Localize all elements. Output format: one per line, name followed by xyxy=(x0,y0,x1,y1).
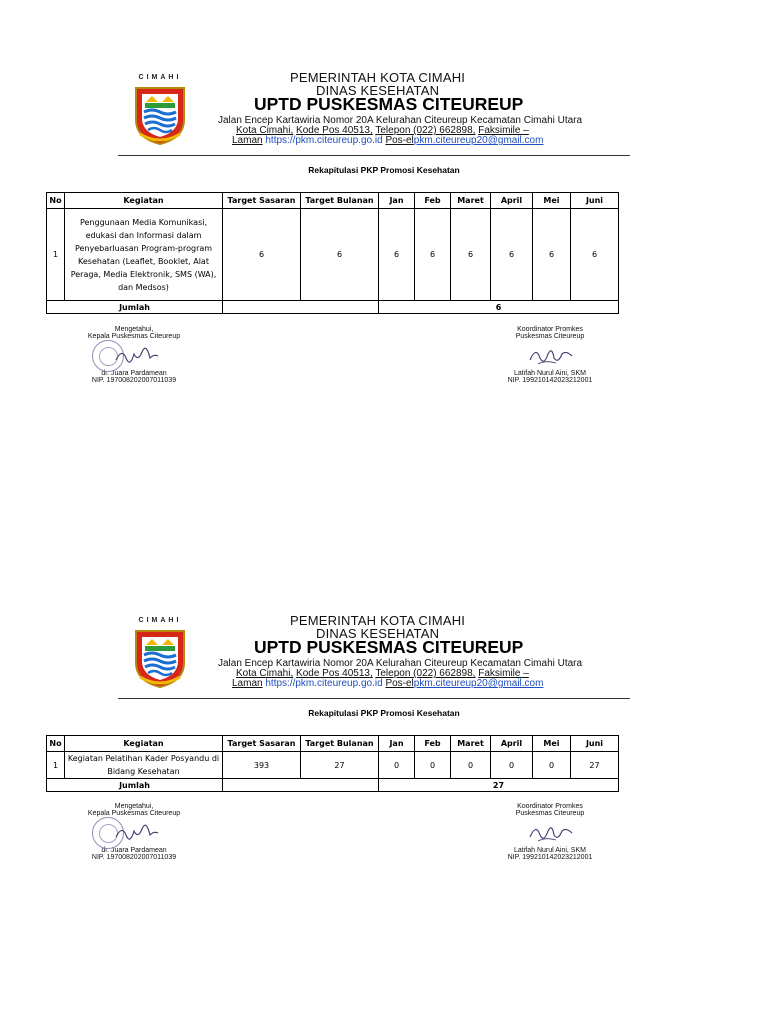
letterhead-address-3 xyxy=(232,678,543,689)
header-jan: Jan xyxy=(379,736,415,752)
cell-target-bulanan: 6 xyxy=(301,209,379,301)
header-jan: Jan xyxy=(379,193,415,209)
header-juni: Juni xyxy=(571,736,619,752)
header-april: April xyxy=(491,736,533,752)
handwritten-signature-icon xyxy=(114,346,160,366)
address-web-label: Laman xyxy=(232,678,263,689)
address-fax: Faksimile – xyxy=(478,125,529,136)
header-kegiatan: Kegiatan xyxy=(65,193,223,209)
sig-right-line1: Koordinator Promkes xyxy=(517,803,583,810)
website-link[interactable]: https://pkm.citeureup.go.id xyxy=(265,135,383,146)
total-row xyxy=(47,779,619,792)
sig-right-nip: NIP. 199210142023212001 xyxy=(507,377,593,384)
cell-no: 1 xyxy=(47,209,65,301)
cell-juni: 27 xyxy=(571,752,619,779)
address-fax: Faksimile – xyxy=(478,668,529,679)
header-maret: Maret xyxy=(451,193,491,209)
address-email-label: Pos-el xyxy=(385,678,414,689)
sig-left-line1: Mengetahui, xyxy=(114,803,154,810)
header-juni: Juni xyxy=(571,193,619,209)
signature-block-left xyxy=(44,803,224,861)
recap-table xyxy=(46,192,619,314)
header-target-bulanan: Target Bulanan xyxy=(301,193,379,209)
cell-april: 0 xyxy=(491,752,533,779)
header-target-sasaran: Target Sasaran xyxy=(223,736,301,752)
letterhead xyxy=(118,64,630,156)
signature-block-right xyxy=(460,326,640,384)
handwritten-signature-icon xyxy=(526,344,576,368)
total-label: Jumlah xyxy=(47,301,223,314)
total-value: 6 xyxy=(379,301,619,314)
address-postal: Kode Pos 40513, xyxy=(296,125,373,136)
sig-left-nip: NIP. 197008202007011039 xyxy=(91,854,177,861)
header-target-sasaran: Target Sasaran xyxy=(223,193,301,209)
handwritten-signature-icon xyxy=(526,821,576,845)
cell-target-sasaran: 6 xyxy=(223,209,301,301)
cell-mei: 0 xyxy=(533,752,571,779)
kegiatan-line: dan Medsos) xyxy=(118,282,169,292)
handwritten-signature-icon xyxy=(114,823,160,843)
sig-left-nip: NIP. 197008202007011039 xyxy=(91,377,177,384)
letterhead-address-1: Jalan Encep Kartawiria Nomor 20A Kelurahan Citeureup Kecamatan Cimahi Utara xyxy=(218,115,583,126)
cell-target-sasaran: 393 xyxy=(223,752,301,779)
header-no: No xyxy=(47,193,65,209)
address-web-label: Laman xyxy=(232,135,263,146)
header-mei: Mei xyxy=(533,736,571,752)
cell-feb: 0 xyxy=(415,752,451,779)
kegiatan-line: Peraga, Media Elektronik, SMS (WA), xyxy=(70,269,217,279)
cell-maret: 0 xyxy=(451,752,491,779)
header-maret: Maret xyxy=(451,736,491,752)
header-april: April xyxy=(491,193,533,209)
table-header-row xyxy=(47,193,619,209)
cell-kegiatan xyxy=(65,752,223,779)
letterhead-title: UPTD PUSKESMAS CITEUREUP xyxy=(254,637,524,657)
address-city: Kota Cimahi, xyxy=(236,668,294,679)
address-phone: Telepon (022) 662898, xyxy=(375,125,476,136)
sig-left-name: dr. Juara Pardamean xyxy=(101,847,167,854)
letterhead-government: PEMERINTAH KOTA CIMAHI xyxy=(290,613,466,628)
sig-right-nip: NIP. 199210142023212001 xyxy=(507,854,593,861)
total-empty xyxy=(223,301,379,314)
address-city: Kota Cimahi, xyxy=(236,125,294,136)
total-value: 27 xyxy=(379,779,619,792)
kegiatan-line: Kesehatan (Leaflet, Booklet, Alat xyxy=(78,256,209,266)
letterhead-address-1: Jalan Encep Kartawiria Nomor 20A Kelurahan Citeureup Kecamatan Cimahi Utara xyxy=(218,658,583,669)
sig-right-line2: Puskesmas Citeureup xyxy=(515,810,585,817)
total-row xyxy=(47,301,619,314)
cell-april: 6 xyxy=(491,209,533,301)
cell-juni: 6 xyxy=(571,209,619,301)
total-label: Jumlah xyxy=(47,779,223,792)
recap-table xyxy=(46,735,619,792)
total-empty xyxy=(223,779,379,792)
sig-right-line2: Puskesmas Citeureup xyxy=(515,333,585,340)
letterhead-department: DINAS KESEHATAN xyxy=(316,83,440,98)
kegiatan-line: edukasi dan Informasi dalam xyxy=(85,230,202,240)
header-target-bulanan: Target Bulanan xyxy=(301,736,379,752)
cell-jan: 0 xyxy=(379,752,415,779)
cell-mei: 6 xyxy=(533,209,571,301)
header-mei: Mei xyxy=(533,193,571,209)
address-phone: Telepon (022) 662898, xyxy=(375,668,476,679)
address-postal: Kode Pos 40513, xyxy=(296,668,373,679)
header-feb: Feb xyxy=(415,736,451,752)
cell-target-bulanan: 27 xyxy=(301,752,379,779)
sig-right-line1: Koordinator Promkes xyxy=(517,326,583,333)
logo-city-name: CIMAHI xyxy=(138,74,182,81)
letterhead-address-3 xyxy=(232,135,543,146)
cimahi-city-emblem-icon xyxy=(128,617,192,691)
letterhead-title: UPTD PUSKESMAS CITEUREUP xyxy=(254,94,524,114)
header-no: No xyxy=(47,736,65,752)
logo-city-name: CIMAHI xyxy=(138,617,182,624)
cell-kegiatan xyxy=(65,209,223,301)
sig-right-name: Latifah Nurul Aini, SKM xyxy=(514,847,586,854)
kegiatan-line: Kegiatan Pelatihan Kader Posyandu di xyxy=(67,754,220,763)
header-feb: Feb xyxy=(415,193,451,209)
address-email-label: Pos-el xyxy=(385,135,414,146)
document-title: Rekapitulasi PKP Promosi Kesehatan xyxy=(308,165,460,175)
sig-left-line1: Mengetahui, xyxy=(114,326,154,333)
document-1 xyxy=(0,64,768,484)
kegiatan-line: Bidang Kesehatan xyxy=(107,767,180,776)
sig-right-name: Latifah Nurul Aini, SKM xyxy=(514,370,586,377)
email-link[interactable]: pkm.citeureup20@gmail.com xyxy=(413,678,544,689)
letterhead-department: DINAS KESEHATAN xyxy=(316,626,440,641)
cell-jan: 6 xyxy=(379,209,415,301)
email-link[interactable]: pkm.citeureup20@gmail.com xyxy=(413,135,544,146)
sig-left-name: dr. Juara Pardamean xyxy=(101,370,167,377)
letterhead-rule xyxy=(118,698,630,699)
signature-block-right xyxy=(460,803,640,861)
letterhead-rule xyxy=(118,155,630,156)
signature-block-left xyxy=(44,326,224,384)
document-2 xyxy=(0,607,768,1027)
cell-feb: 6 xyxy=(415,209,451,301)
sig-left-line2: Kepala Puskesmas Citeureup xyxy=(87,810,181,817)
cell-no: 1 xyxy=(47,752,65,779)
cimahi-city-emblem-icon xyxy=(128,74,192,148)
website-link[interactable]: https://pkm.citeureup.go.id xyxy=(265,678,383,689)
letterhead-government: PEMERINTAH KOTA CIMAHI xyxy=(290,70,466,85)
header-kegiatan: Kegiatan xyxy=(65,736,223,752)
cell-maret: 6 xyxy=(451,209,491,301)
kegiatan-line: Penggunaan Media Komunikasi, xyxy=(79,217,208,227)
kegiatan-line: Penyebarluasan Program-program xyxy=(74,243,213,253)
table-row xyxy=(47,209,619,301)
sig-left-line2: Kepala Puskesmas Citeureup xyxy=(87,333,181,340)
table-header-row xyxy=(47,736,619,752)
letterhead xyxy=(118,607,630,699)
table-row xyxy=(47,752,619,779)
document-title: Rekapitulasi PKP Promosi Kesehatan xyxy=(308,708,460,718)
